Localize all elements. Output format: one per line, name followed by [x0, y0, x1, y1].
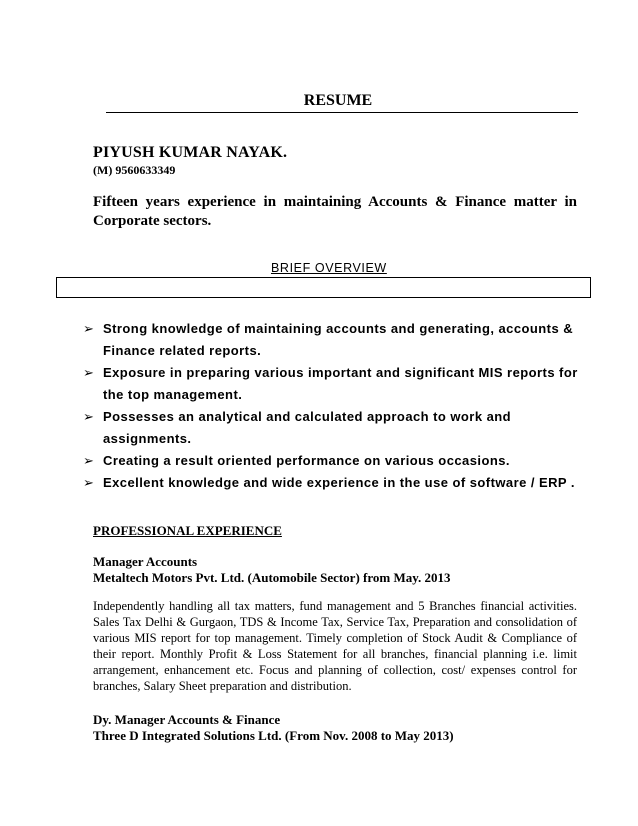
overview-empty-box: [56, 277, 591, 298]
career-summary: Fifteen years experience in maintaining Accounts & Finance matter in Corporate sectors.: [93, 194, 577, 229]
arrow-bullet-icon: ➢: [83, 321, 95, 336]
job-entry-header: [93, 554, 451, 586]
job-role: Manager Accounts: [93, 554, 198, 569]
list-item: [83, 450, 583, 472]
bullet-text: Possesses an analytical and calculated approach to work and assignments.: [103, 409, 512, 446]
bullet-text: Excellent knowledge and wide experience in the use of software / ERP .: [103, 475, 575, 490]
candidate-name: PIYUSH KUMAR NAYAK.: [93, 144, 288, 161]
job-role: Dy. Manager Accounts & Finance: [93, 712, 281, 727]
job-entry-header: [93, 712, 454, 744]
arrow-bullet-icon: ➢: [83, 453, 95, 468]
title-underline-rule: [106, 112, 578, 113]
bullet-text: Creating a result oriented performance on various occasions.: [103, 453, 510, 468]
job-company: Three D Integrated Solutions Ltd. (From Nov. 2008 to May 2013): [93, 728, 454, 743]
bullet-text: Exposure in preparing various important and significant MIS reports for the top management.: [103, 365, 578, 402]
list-item: [83, 362, 583, 406]
brief-overview-heading: BRIEF OVERVIEW: [271, 261, 387, 275]
job-description: Independently handling all tax matters, fund management and 5 Branches financial activities. Sales Tax Delhi & Gurgaon, TDS & Income Tax, Service Tax, Preparation and consolidation of various MIS report for top management. Timely completion of Stock Audit & Compliance of their report. Monthly Profit & Loss Statement for all branches, financial planning i.e. limit arrangement, enhancement etc. Focus and planning of collection, cost/ expenses control for branches, Salary Sheet preparation and distribution.: [93, 599, 577, 693]
bullet-text: Strong knowledge of maintaining accounts and generating, accounts & Finance related reports.: [103, 321, 574, 358]
professional-experience-heading: PROFESSIONAL EXPERIENCE: [93, 523, 282, 538]
job-company: Metaltech Motors Pvt. Ltd. (Automobile Sector) from May. 2013: [93, 570, 451, 585]
arrow-bullet-icon: ➢: [83, 409, 95, 424]
list-item: [83, 406, 583, 450]
overview-bullet-list: [83, 318, 583, 494]
mobile-number: (M) 9560633349: [93, 163, 176, 177]
list-item: [83, 318, 583, 362]
arrow-bullet-icon: ➢: [83, 365, 95, 380]
arrow-bullet-icon: ➢: [83, 475, 95, 490]
resume-title: RESUME: [303, 92, 373, 109]
list-item: [83, 472, 583, 494]
